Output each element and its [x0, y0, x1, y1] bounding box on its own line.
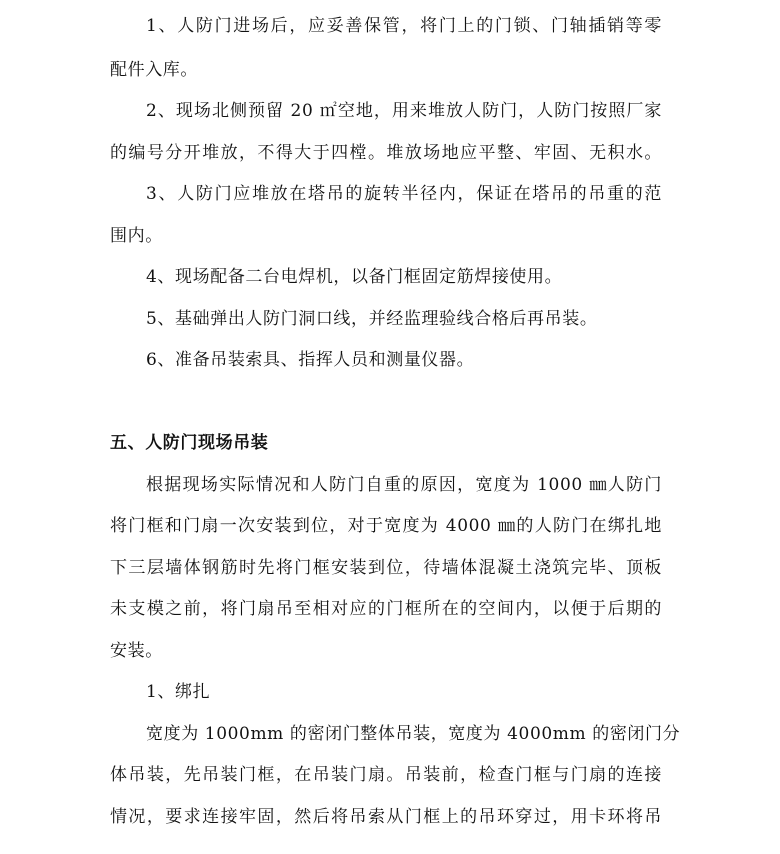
paragraph1-line2: 将门框和门扇一次安装到位，对于宽度为 4000 ㎜的人防门在绑扎地 [110, 516, 662, 536]
list-item-5: 5、基础弹出人防门洞口线，并经监理验线合格后再吊装。 [146, 309, 598, 329]
list-item-2-line1: 2、现场北侧预留 20 ㎡空地，用来堆放人防门，人防门按照厂家 [146, 101, 662, 121]
paragraph1-line5: 安装。 [110, 641, 163, 661]
list-item-4: 4、现场配备二台电焊机，以备门框固定筋焊接使用。 [146, 267, 563, 287]
list-item-2-line2: 的编号分开堆放，不得大于四樘。堆放场地应平整、牢固、无积水。 [110, 143, 662, 163]
subheading: 1、绑扎 [146, 682, 211, 702]
paragraph1-line4: 未支模之前，将门扇吊至相对应的门框所在的空间内，以便于后期的 [110, 599, 662, 619]
paragraph1-line1: 根据现场实际情况和人防门自重的原因，宽度为 1000 ㎜人防门 [146, 475, 662, 495]
section-heading: 五、人防门现场吊装 [110, 433, 269, 453]
list-item-3-line1: 3、人防门应堆放在塔吊的旋转半径内，保证在塔吊的吊重的范 [146, 184, 662, 204]
list-item-1-line1: 1、人防门进场后，应妥善保管，将门上的门锁、门轴插销等零 [146, 16, 662, 36]
paragraph2-line3: 情况，要求连接牢固，然后将吊索从门框上的吊环穿过，用卡环将吊 [110, 807, 662, 827]
paragraph2-line2: 体吊装，先吊装门框，在吊装门扇。吊装前，检查门框与门扇的连接 [110, 765, 662, 785]
list-item-3-line2: 围内。 [110, 226, 163, 246]
list-item-1-line2: 配件入库。 [110, 60, 198, 80]
list-item-6: 6、准备吊装索具、指挥人员和测量仪器。 [146, 350, 475, 370]
paragraph2-line1: 宽度为 1000mm 的密闭门整体吊装，宽度为 4000mm 的密闭门分 [146, 724, 681, 744]
paragraph1-line3: 下三层墙体钢筋时先将门框安装到位，待墙体混凝土浇筑完毕、顶板 [110, 558, 662, 578]
